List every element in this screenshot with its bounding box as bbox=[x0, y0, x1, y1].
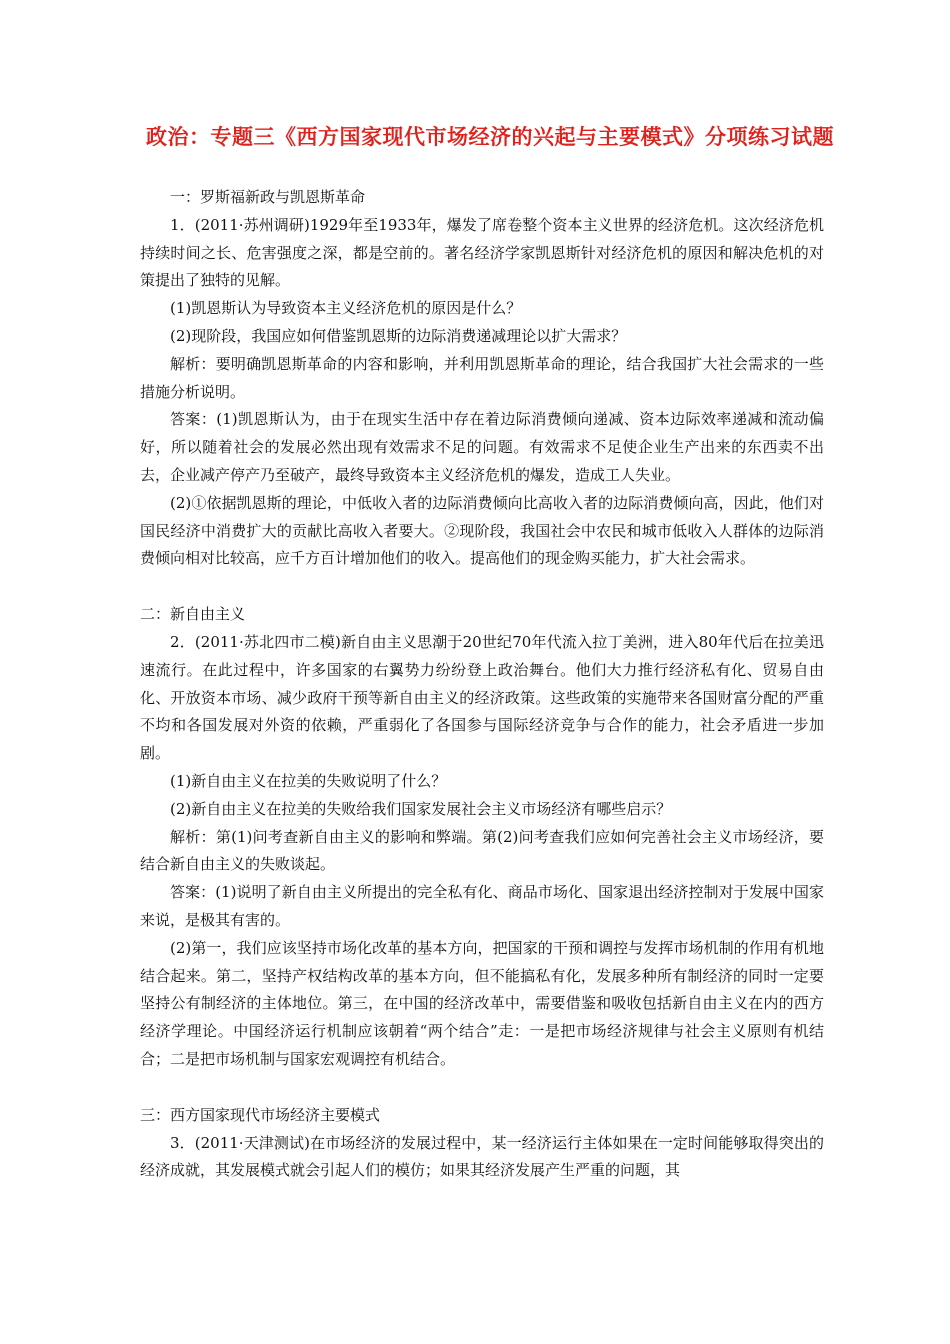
question-2: 2．(2011·苏北四市二模)新自由主义思潮于20世纪70年代流入拉丁美洲，进入80年代后在拉美迅速流行。在此过程中，许多国家的右翼势力纷纷登上政治舞台。他们大力推行经济私有化、贸易自由化、开放资本市场、减少政府干预等新自由主义的经济政策。这些政策的实施带来各国财富分配的严重不均和各国发展对外资的依赖，严重弱化了各国参与国际经济竞争与合作的能力，社会矛盾进一步加剧。 bbox=[140, 632, 824, 763]
section-spacer bbox=[140, 1074, 824, 1102]
question-1-answer-2: (2)①依据凯恩斯的理论，中低收入者的边际消费倾向比高收入者的边际消费倾向高，因此，他们对国民经济中消费扩大的贡献比高收入者要大。②现阶段，我国社会中农民和城市低收入人群体的边际消费倾向相对比较高，应千方百计增加他们的收入。提高他们的现金购买能力，扩大社会需求。 bbox=[140, 493, 824, 568]
question-1: 1．(2011·苏州调研)1929年至1933年，爆发了席卷整个资本主义世界的经济危机。这次经济危机持续时间之长、危害强度之深，都是空前的。著名经济学家凯恩斯针对经济危机的原因和解决危机的对策提出了独特的见解。 bbox=[140, 215, 824, 290]
section-heading-3: 三：西方国家现代市场经济主要模式 bbox=[140, 1105, 381, 1124]
question-1-analysis: 解析：要明确凯恩斯革命的内容和影响，并利用凯恩斯革命的理论，结合我国扩大社会需求的一些措施分析说明。 bbox=[140, 354, 824, 401]
section-heading-2: 二：新自由主义 bbox=[140, 605, 246, 624]
section-spacer bbox=[140, 573, 824, 601]
question-1-answer-1: 答案：(1)凯恩斯认为，由于在现实生活中存在着边际消费倾向递减、资本边际效率递减和流动偏好，所以随着社会的发展必然出现有效需求不足的问题。有效需求不足使企业生产出来的东西卖不出去，企业减产停产乃至破产，最终导致资本主义经济危机的爆发，造成工人失业。 bbox=[140, 410, 824, 484]
section-heading-1: 一：罗斯福新政与凯恩斯革命 bbox=[170, 188, 366, 206]
document-title: 政治：专题三《西方国家现代市场经济的兴起与主要模式》分项练习试题 bbox=[146, 125, 834, 149]
question-3: 3．(2011·天津测试)在市场经济的发展过程中，某一经济运行主体如果在一定时间能够取得突出的经济成就，其发展模式就会引起人们的模仿；如果其经济发展产生严重的问题，其 bbox=[140, 1133, 824, 1180]
question-2-analysis: 解析：第(1)问考查新自由主义的影响和弊端。第(2)问考查我们应如何完善社会主义市场经济，要结合新自由主义的失败谈起。 bbox=[140, 827, 824, 874]
question-1-sub-1: (1)凯恩斯认为导致资本主义经济危机的原因是什么？ bbox=[170, 299, 522, 318]
question-2-answer-2: (2)第一，我们应该坚持市场化改革的基本方向，把国家的干预和调控与发挥市场机制的作用有机地结合起来。第二，坚持产权结构改革的基本方向，但不能搞私有化，发展多种所有制经济的同时一定要坚持公有制经济的主体地位。第三，在中国的经济改革中，需要借鉴和吸收包括新自由主义在内的西方经济学理论。中国经济运行机制应该朝着“两个结合”走：一是把市场经济规律与社会主义原则有机结合；二是把市场机制与国家宏观调控有机结合。 bbox=[140, 938, 824, 1068]
document-body bbox=[140, 184, 824, 1185]
question-1-sub-2: (2)现阶段，我国应如何借鉴凯恩斯的边际消费递减理论以扩大需求？ bbox=[170, 326, 627, 345]
question-2-sub-1: (1)新自由主义在拉美的失败说明了什么？ bbox=[170, 771, 447, 790]
question-2-answer-1: 答案：(1)说明了新自由主义所提出的完全私有化、商品市场化、国家退出经济控制对于发展中国家来说，是极其有害的。 bbox=[140, 883, 824, 929]
question-2-sub-2: (2)新自由主义在拉美的失败给我们国家发展社会主义市场经济有哪些启示？ bbox=[170, 799, 672, 818]
